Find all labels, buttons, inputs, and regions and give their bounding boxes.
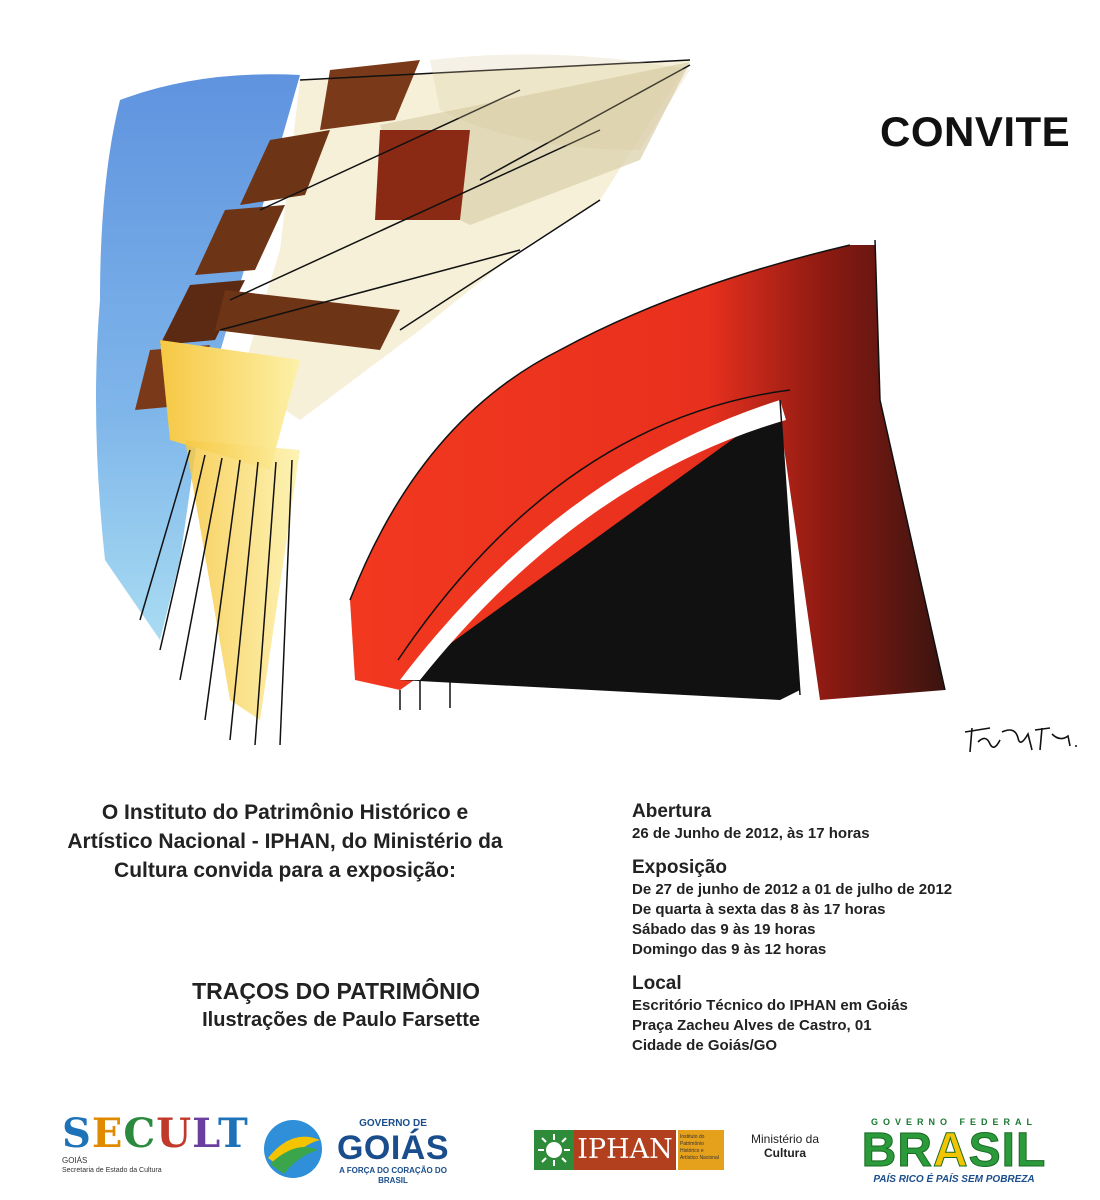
secult-letter: C [123, 1110, 157, 1157]
secult-letter: U [156, 1110, 193, 1157]
intro-text [40, 798, 530, 885]
brasil-top: GOVERNO FEDERAL [870, 1117, 1037, 1127]
iphan-name: IPHAN [574, 1130, 676, 1170]
secult-state: GOIÁS [62, 1156, 88, 1165]
brasil-word [858, 1124, 1050, 1177]
secult-letter: S [62, 1110, 92, 1157]
exhibition-line: De 27 de junho de 2012 a 01 de julho de 2012 [632, 881, 953, 898]
intro-line: O Instituto do Patrimônio Histórico e [101, 801, 469, 824]
brasil-word-end: SIL [968, 1124, 1047, 1177]
goias-top: GOVERNO DE [359, 1118, 427, 1129]
signature-icon [960, 712, 1090, 762]
ministry-line1: Ministério da [750, 1132, 820, 1146]
ministry-logo [740, 1132, 830, 1160]
brasil-tagline: PAÍS RICO É PAÍS SEM POBREZA [873, 1174, 1035, 1185]
sponsor-logos [0, 1110, 1100, 1190]
secult-logo [62, 1110, 249, 1188]
opening-block [632, 800, 1072, 844]
iphan-small-text: Instituto do Patrimônio Histórico e Artístico Nacional [678, 1130, 724, 1170]
goias-tagline: A FORÇA DO CORAÇÃO DO BRASIL [339, 1166, 447, 1185]
ministry-line2: Cultura [764, 1146, 806, 1160]
location-block [632, 972, 1072, 1056]
page-title: CONVITE [880, 108, 1071, 155]
opening-line: 26 de Junho de 2012, às 17 horas [632, 825, 870, 842]
exhibition-line: Sábado das 9 às 19 horas [632, 921, 816, 938]
exhibition-title-block [40, 976, 480, 1034]
location-heading: Local [632, 973, 682, 994]
flag-icon: A [932, 1124, 969, 1177]
event-info [632, 800, 1072, 1068]
exhibition-subtitle: Ilustrações de Paulo Farsette [202, 1009, 480, 1031]
brasil-word-start: BR [861, 1124, 933, 1177]
location-line: Escritório Técnico do IPHAN em Goiás [632, 997, 908, 1014]
goias-logo [262, 1116, 452, 1186]
location-line: Cidade de Goiás/GO [632, 1037, 778, 1054]
location-line: Praça Zacheu Alves de Castro, 01 [632, 1017, 872, 1034]
secult-letter: L [192, 1110, 218, 1157]
intro-line: Artístico Nacional - IPHAN, do Ministério da [67, 830, 503, 853]
secult-caption: Secretaria de Estado da Cultura [62, 1167, 162, 1174]
secult-letter: E [91, 1110, 124, 1157]
secult-letter: T [218, 1110, 249, 1157]
globe-icon [262, 1118, 324, 1180]
goias-name: GOIÁS [336, 1129, 450, 1167]
exhibition-line: Domingo das 9 às 12 horas [632, 941, 827, 958]
exhibition-line: De quarta à sexta das 8 às 17 horas [632, 901, 886, 918]
opening-heading: Abertura [632, 801, 712, 822]
exhibition-heading: Exposição [632, 857, 728, 878]
brasil-logo [858, 1116, 1050, 1186]
exhibition-title: TRAÇOS DO PATRIMÔNIO [192, 978, 480, 1004]
intro-line: Cultura convida para a exposição: [114, 859, 456, 882]
iphan-logo [534, 1130, 724, 1170]
sun-icon [534, 1130, 574, 1170]
exhibition-block [632, 856, 1072, 960]
